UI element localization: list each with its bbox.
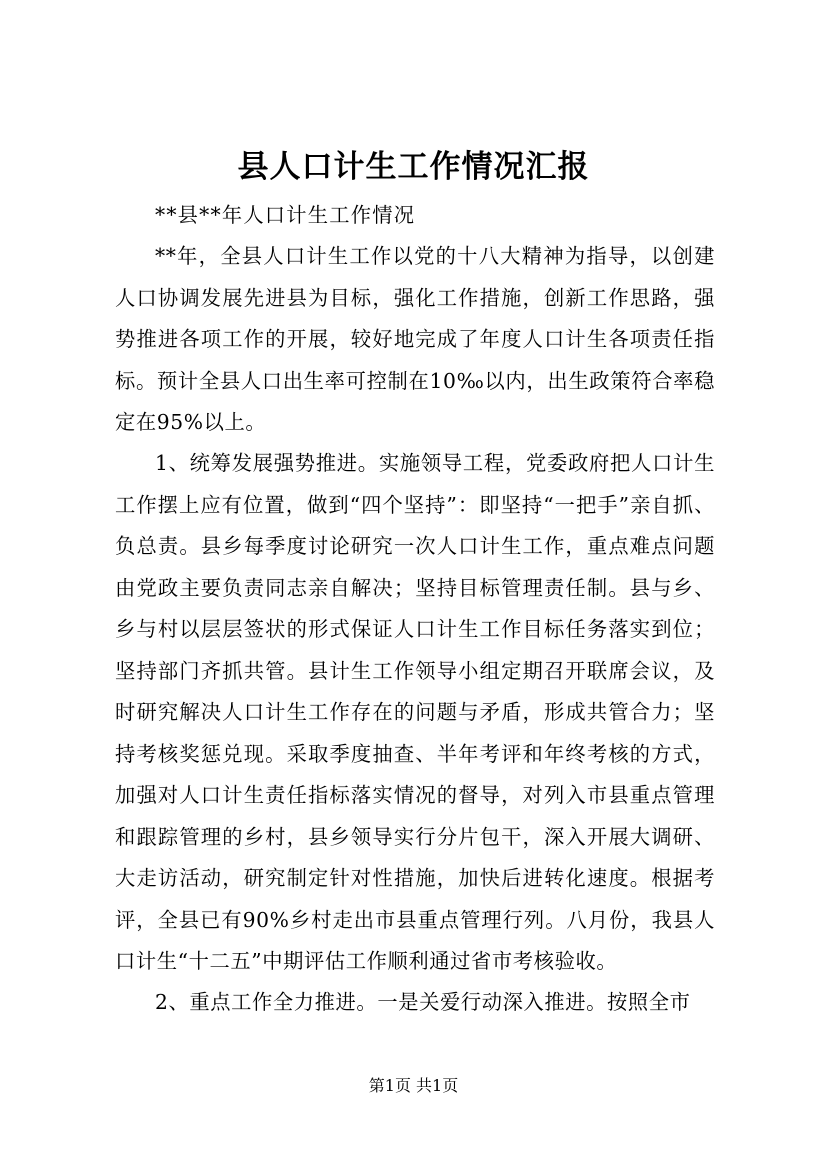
- page-footer: [0, 1075, 827, 1097]
- page-number-text: 第1页 共1页: [368, 1076, 459, 1095]
- document-subtitle: **县**年人口计生工作情况: [155, 203, 416, 227]
- paragraph-section-1: 1、统筹发展强势推进。实施领导工程，党委政府把人口计生工作摆上应有位置，做到“四个坚持”：即坚持“一把手”亲自抓、负总责。县乡每季度讨论研究一次人口计生工作，重点难点问题由党政主要负责同志亲自解决；坚持目标管理责任制。县与乡、乡与村以层层签状的形式保证人口计生工作目标任务落实到位；坚持部门齐抓共管。县计生工作领导小组定期召开联席会议，及时研究解决人口计生工作存在的问题与矛盾，形成共管合力；坚持考核奖惩兑现。采取季度抽查、半年考评和年终考核的方式，加强对人口计生责任指标落实情况的督导，对列入市县重点管理和跟踪管理的乡村，县乡领导实行分片包干，深入开展大调研、大走访活动，研究制定针对性措施，加快后进转化速度。根据考评，全县已有90%乡村走出市县重点管理行列。八月份，我县人口计生“十二五”中期评估工作顺利通过省市考核验收。: [115, 451, 715, 973]
- paragraph-intro: **年，全县人口计生工作以党的十八大精神为指导，以创建人口协调发展先进县为目标，强化工作措施，创新工作思路，强势推进各项工作的开展，较好地完成了年度人口计生各项责任指标。预计全县人口出生率可控制在10‰以内，出生政策符合率稳定在95%以上。: [115, 244, 715, 434]
- document-title: 县人口计生工作情况汇报: [237, 149, 590, 185]
- paragraph-section-2: 2、重点工作全力推进。一是关爱行动深入推进。按照全市: [155, 990, 691, 1014]
